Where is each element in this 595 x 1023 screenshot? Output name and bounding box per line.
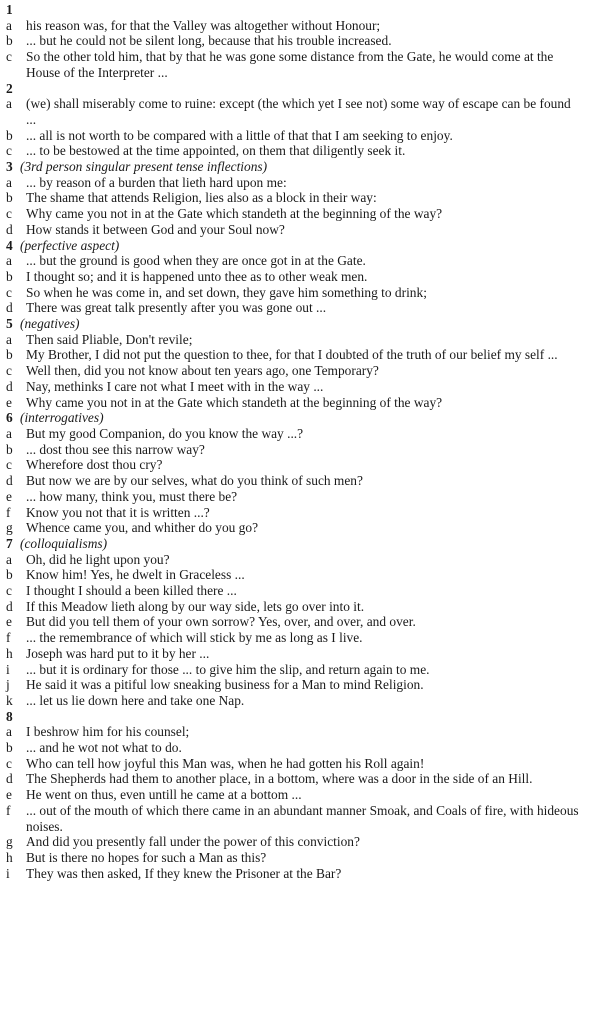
- item-letter: d: [6, 473, 13, 489]
- item-letter: g: [6, 834, 13, 850]
- item-letter: i: [6, 865, 10, 881]
- item-text: Whence came you, and whither do you go?: [26, 520, 259, 536]
- item-letter: c: [6, 457, 12, 473]
- example-item: [6, 646, 585, 662]
- example-item: [6, 740, 585, 756]
- item-letter: f: [6, 802, 11, 818]
- example-item: [6, 347, 585, 363]
- section-2: [6, 81, 585, 160]
- item-text: And did you presently fall under the power of this conviction?: [26, 834, 360, 850]
- item-letter: a: [6, 331, 12, 347]
- example-item: [6, 300, 585, 316]
- section-label: (interrogatives): [20, 410, 104, 426]
- item-text: The Shepherds had them to another place, in a bottom, where was a door in the side of an Hill.: [26, 771, 533, 787]
- item-letter: d: [6, 771, 13, 787]
- item-text: But is there no hopes for such a Man as this?: [26, 849, 267, 865]
- item-letter: h: [6, 645, 13, 661]
- example-item: [6, 473, 585, 489]
- section-label: (colloquialisms): [20, 535, 108, 551]
- item-text: ... let us lie down here and take one Nap.: [26, 692, 245, 708]
- item-text: Wherefore dost thou cry?: [26, 457, 163, 473]
- item-letter: a: [6, 17, 12, 33]
- example-item: [6, 175, 585, 191]
- item-text: ... but he could not be silent long, because that his trouble increased.: [26, 33, 392, 49]
- example-item: [6, 253, 585, 269]
- item-text: The shame that attends Religion, lies also as a block in their way:: [26, 190, 377, 206]
- item-text: So when he was come in, and set down, they gave him something to drink;: [26, 284, 427, 300]
- example-item: [6, 520, 585, 536]
- example-item: [6, 269, 585, 285]
- item-text: My Brother, I did not put the question to thee, for that I doubted of the truth of our belief my self ...: [26, 347, 558, 363]
- item-letter: c: [6, 206, 12, 222]
- item-text: ... but it is ordinary for those ... to give him the slip, and return again to me.: [26, 661, 430, 677]
- item-text: They was then asked, If they knew the Prisoner at the Bar?: [26, 865, 342, 881]
- section-heading: [6, 316, 585, 332]
- example-item: [6, 630, 585, 646]
- item-text: I thought I should a been killed there ...: [26, 583, 237, 599]
- example-item: [6, 834, 585, 850]
- item-letter: f: [6, 630, 11, 646]
- item-letter: b: [6, 33, 13, 49]
- section-4: [6, 238, 585, 317]
- item-text: There was great talk presently after you was gone out ...: [26, 300, 327, 316]
- item-text: He said it was a pitiful low sneaking business for a Man to mind Religion.: [26, 677, 424, 693]
- example-item: [6, 49, 585, 80]
- item-text: But did you tell them of your own sorrow? Yes, over, and over, and over.: [26, 614, 416, 630]
- item-text: ... but the ground is good when they are once got in at the Gate.: [26, 253, 366, 269]
- item-text: Know you not that it is written ...?: [26, 504, 210, 520]
- item-letter: a: [6, 174, 12, 190]
- item-letter: a: [6, 96, 12, 112]
- item-letter: b: [6, 190, 13, 206]
- item-text: his reason was, for that the Valley was altogether without Honour;: [26, 17, 381, 33]
- item-text: Well then, did you not know about ten years ago, one Temporary?: [26, 363, 379, 379]
- item-text: ... and he wot not what to do.: [26, 740, 182, 756]
- example-item: [6, 599, 585, 615]
- item-text: Why came you not in at the Gate which standeth at the beginning of the way?: [26, 394, 443, 410]
- item-text: ... by reason of a burden that lieth hard upon me:: [26, 174, 287, 190]
- item-text: Why came you not in at the Gate which standeth at the beginning of the way?: [26, 206, 443, 222]
- section-7: [6, 536, 585, 709]
- item-letter: c: [6, 363, 12, 379]
- item-letter: b: [6, 740, 13, 756]
- item-letter: d: [6, 598, 13, 614]
- example-item: [6, 756, 585, 772]
- item-text: He went on thus, even untill he came at a bottom ...: [26, 787, 302, 803]
- item-text: ... out of the mouth of which there came in an abundant manner Smoak, and Coals of fire, with hideous noises.: [26, 802, 579, 834]
- section-8: [6, 709, 585, 882]
- section-6: [6, 410, 585, 536]
- example-item: [6, 787, 585, 803]
- item-letter: c: [6, 284, 12, 300]
- example-item: [6, 850, 585, 866]
- item-letter: j: [6, 677, 10, 693]
- item-letter: b: [6, 347, 13, 363]
- item-letter: d: [6, 300, 13, 316]
- item-letter: c: [6, 583, 12, 599]
- item-text: Oh, did he light upon you?: [26, 551, 170, 567]
- item-text: ... dost thou see this narrow way?: [26, 441, 205, 457]
- item-letter: a: [6, 724, 12, 740]
- section-heading: [6, 709, 585, 725]
- item-letter: c: [6, 755, 12, 771]
- example-item: [6, 677, 585, 693]
- section-label: (negatives): [20, 316, 80, 332]
- example-item: [6, 583, 585, 599]
- item-text: I thought so; and it is happened unto thee as to other weak men.: [26, 268, 368, 284]
- item-letter: e: [6, 614, 12, 630]
- section-number: 2: [6, 80, 13, 96]
- section-5: [6, 316, 585, 410]
- section-heading: [6, 159, 585, 175]
- example-item: [6, 190, 585, 206]
- example-item: [6, 614, 585, 630]
- item-letter: c: [6, 49, 12, 65]
- section-heading: [6, 238, 585, 254]
- example-item: [6, 128, 585, 144]
- example-item: [6, 552, 585, 568]
- section-number: 5: [6, 316, 13, 332]
- item-letter: a: [6, 425, 12, 441]
- section-label: (perfective aspect): [20, 237, 120, 253]
- section-heading: [6, 81, 585, 97]
- item-letter: e: [6, 488, 12, 504]
- item-text: (we) shall miserably come to ruine: except (the which yet I see not) some way of escape can be found ...: [26, 96, 571, 127]
- item-text: Then said Pliable, Don't revile;: [26, 331, 193, 347]
- example-item: [6, 771, 585, 787]
- example-item: [6, 285, 585, 301]
- example-item: [6, 693, 585, 709]
- example-item: [6, 724, 585, 740]
- item-letter: f: [6, 504, 11, 520]
- section-heading: [6, 410, 585, 426]
- item-text: Know him! Yes, he dwelt in Graceless ...: [26, 567, 245, 583]
- item-letter: a: [6, 551, 12, 567]
- example-item: [6, 426, 585, 442]
- section-number: 4: [6, 237, 13, 253]
- example-item: [6, 143, 585, 159]
- section-label: (3rd person singular present tense inflections): [20, 159, 268, 175]
- section-number: 6: [6, 410, 13, 426]
- item-letter: b: [6, 441, 13, 457]
- item-text: Nay, methinks I care not what I meet with in the way ...: [26, 378, 324, 394]
- item-text: If this Meadow lieth along by our way side, lets go over into it.: [26, 598, 365, 614]
- item-letter: k: [6, 692, 13, 708]
- example-item: [6, 803, 585, 834]
- example-item: [6, 442, 585, 458]
- example-item: [6, 33, 585, 49]
- example-item: [6, 866, 585, 882]
- section-number: 8: [6, 708, 13, 724]
- item-text: But now we are by our selves, what do you think of such men?: [26, 473, 363, 489]
- example-item: [6, 206, 585, 222]
- example-item: [6, 96, 585, 127]
- item-text: ... to be bestowed at the time appointed, on them that diligently seek it.: [26, 143, 406, 159]
- item-text: But my good Companion, do you know the way ...?: [26, 425, 304, 441]
- item-letter: b: [6, 127, 13, 143]
- example-item: [6, 662, 585, 678]
- item-letter: g: [6, 520, 13, 536]
- example-item: [6, 567, 585, 583]
- item-letter: d: [6, 378, 13, 394]
- item-text: ... the remembrance of which will stick by me as long as I live.: [26, 630, 363, 646]
- item-letter: d: [6, 221, 13, 237]
- item-letter: b: [6, 268, 13, 284]
- item-letter: e: [6, 787, 12, 803]
- example-item: [6, 379, 585, 395]
- example-item: [6, 332, 585, 348]
- section-heading: [6, 536, 585, 552]
- example-item: [6, 457, 585, 473]
- item-letter: i: [6, 661, 10, 677]
- item-letter: h: [6, 849, 13, 865]
- item-text: Joseph was hard put to it by her ...: [26, 645, 210, 661]
- example-item: [6, 222, 585, 238]
- item-letter: b: [6, 567, 13, 583]
- item-text: ... how many, think you, must there be?: [26, 488, 238, 504]
- example-item: [6, 18, 585, 34]
- section-1: [6, 2, 585, 81]
- example-item: [6, 505, 585, 521]
- item-letter: e: [6, 394, 12, 410]
- item-text: ... all is not worth to be compared with a little of that that I am seeking to enjoy.: [26, 127, 453, 143]
- section-number: 7: [6, 535, 13, 551]
- section-heading: [6, 2, 585, 18]
- section-3: [6, 159, 585, 238]
- example-item: [6, 395, 585, 411]
- example-item: [6, 363, 585, 379]
- section-number: 3: [6, 159, 13, 175]
- item-text: So the other told him, that by that he was gone some distance from the Gate, he would come at the House of the Interpreter ...: [26, 49, 554, 80]
- example-item: [6, 489, 585, 505]
- item-text: I beshrow him for his counsel;: [26, 724, 190, 740]
- item-text: Who can tell how joyful this Man was, when he had gotten his Roll again!: [26, 755, 425, 771]
- section-number: 1: [6, 2, 13, 17]
- item-letter: c: [6, 143, 12, 159]
- item-text: How stands it between God and your Soul now?: [26, 221, 285, 237]
- item-letter: a: [6, 253, 12, 269]
